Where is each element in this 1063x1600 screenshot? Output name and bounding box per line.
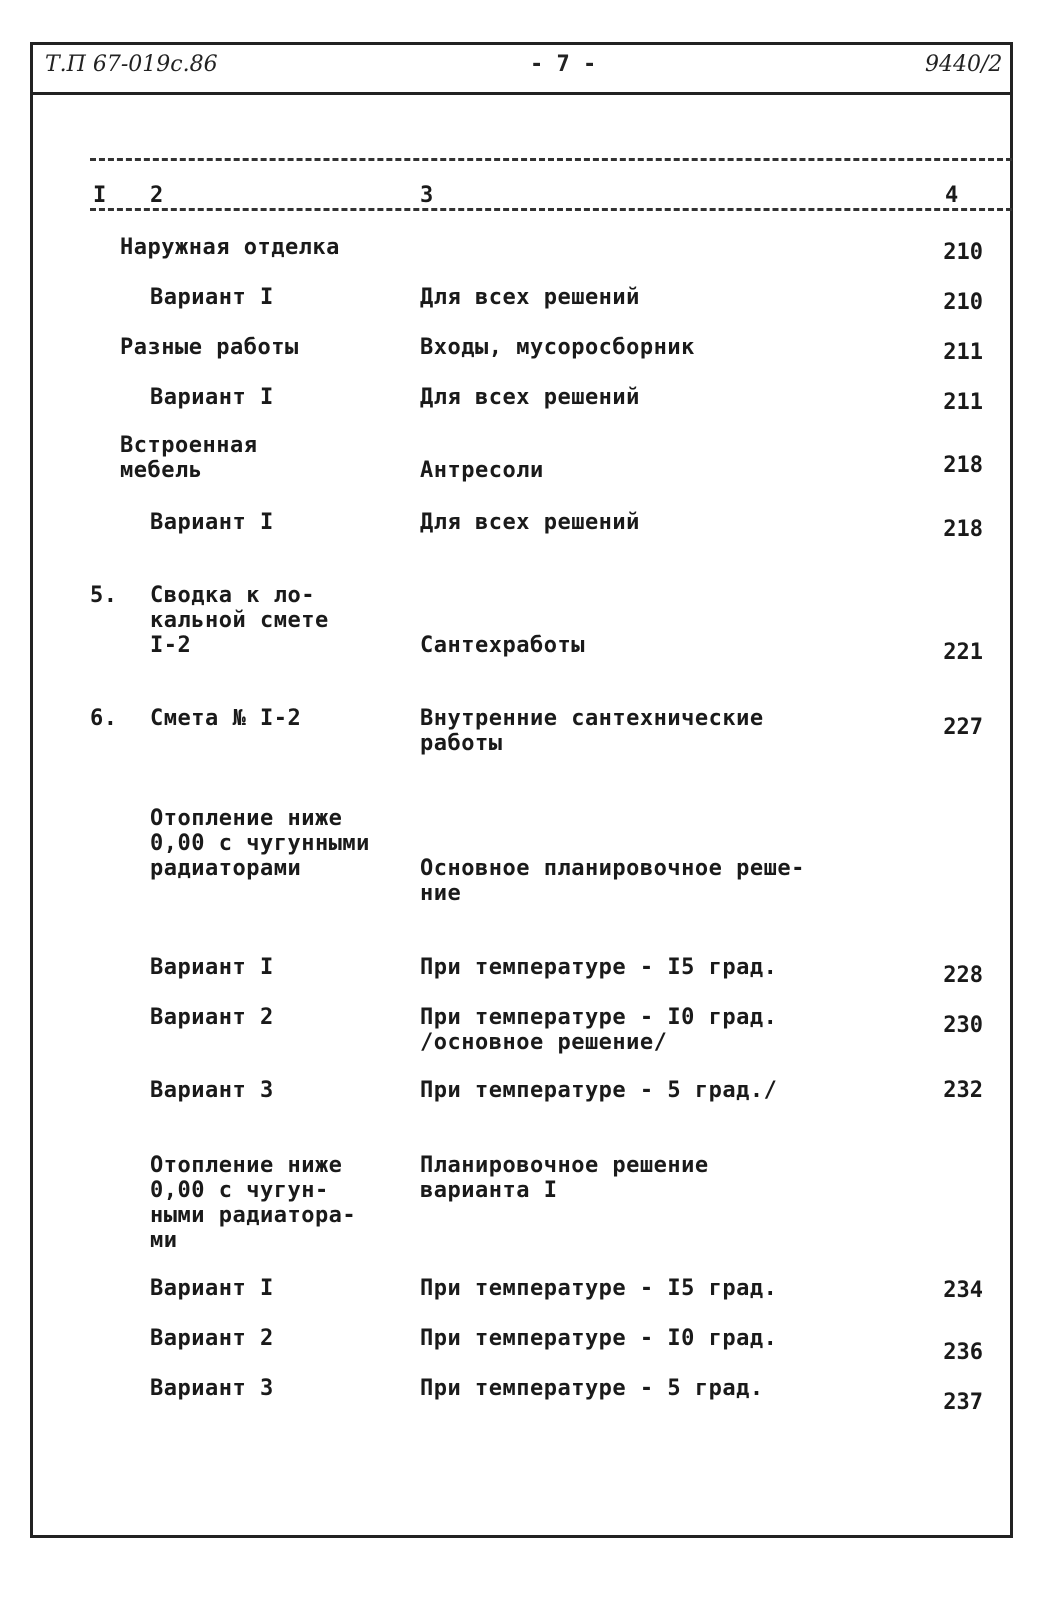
row-name: Наружная отделка [120, 235, 340, 260]
row-name: Встроенная мебель [120, 433, 258, 483]
row-page: 221 [943, 640, 983, 665]
row-number: 5. [90, 583, 118, 608]
row-description: Для всех решений [420, 510, 640, 535]
row-name: Вариант I [150, 1276, 274, 1301]
page-number: - 7 - [530, 52, 597, 77]
row-page: 236 [943, 1340, 983, 1365]
row-page: 218 [943, 517, 983, 542]
row-page: 230 [943, 1013, 983, 1038]
row-page: 211 [943, 390, 983, 415]
row-name: Вариант I [150, 285, 274, 310]
row-name: Вариант I [150, 955, 274, 980]
row-description: Для всех решений [420, 385, 640, 410]
row-page: 232 [943, 1078, 983, 1103]
row-description: При температуре - 5 град./ [420, 1078, 778, 1103]
row-name: Отопление ниже 0,00 с чугунными радиаторами [150, 806, 370, 881]
row-name: Вариант 3 [150, 1376, 274, 1401]
row-description: Планировочное решение варианта I [420, 1153, 709, 1203]
row-name: Отопление ниже 0,00 с чугун- ными радиатора- ми [150, 1153, 357, 1253]
column-header-2: 2 [150, 183, 164, 208]
row-page: 210 [943, 240, 983, 265]
row-description: Основное планировочное реше- ние [420, 856, 805, 906]
row-description: Для всех решений [420, 285, 640, 310]
column-header-4: 4 [945, 183, 959, 208]
row-description: Внутренние сантехнические работы [420, 706, 764, 756]
row-description: При температуре - I5 град. [420, 1276, 778, 1301]
row-description: При температуре - I5 град. [420, 955, 778, 980]
row-page: 234 [943, 1278, 983, 1303]
column-header-1: I [93, 183, 107, 208]
row-name: Разные работы [120, 335, 299, 360]
row-page: 211 [943, 340, 983, 365]
table-header-rule [90, 208, 1012, 211]
page-frame [30, 42, 1013, 1538]
row-description: Входы, мусоросборник [420, 335, 695, 360]
row-name: Вариант 2 [150, 1326, 274, 1351]
row-name: Вариант I [150, 510, 274, 535]
row-page: 237 [943, 1390, 983, 1415]
row-name: Вариант I [150, 385, 274, 410]
row-description: При температуре - I0 град. [420, 1326, 778, 1351]
row-description: Антресоли [420, 458, 544, 483]
row-page: 210 [943, 290, 983, 315]
row-description: Сантехработы [420, 633, 585, 658]
table-top-rule [90, 158, 1012, 161]
inventory-number: 9440/2 [925, 52, 1003, 77]
row-name: Вариант 3 [150, 1078, 274, 1103]
row-number: 6. [90, 706, 118, 731]
row-page: 227 [943, 715, 983, 740]
row-name: Сводка к ло- кальной смете I-2 [150, 583, 329, 658]
row-page: 218 [943, 453, 983, 478]
doc-code: Т.П 67-019с.86 [45, 52, 218, 77]
header-divider [30, 92, 1013, 95]
row-page: 228 [943, 963, 983, 988]
row-name: Смета № I-2 [150, 706, 302, 731]
row-description: При температуре - I0 град. /основное решение/ [420, 1005, 778, 1055]
row-description: При температуре - 5 град. [420, 1376, 764, 1401]
row-name: Вариант 2 [150, 1005, 274, 1030]
column-header-3: 3 [420, 183, 434, 208]
